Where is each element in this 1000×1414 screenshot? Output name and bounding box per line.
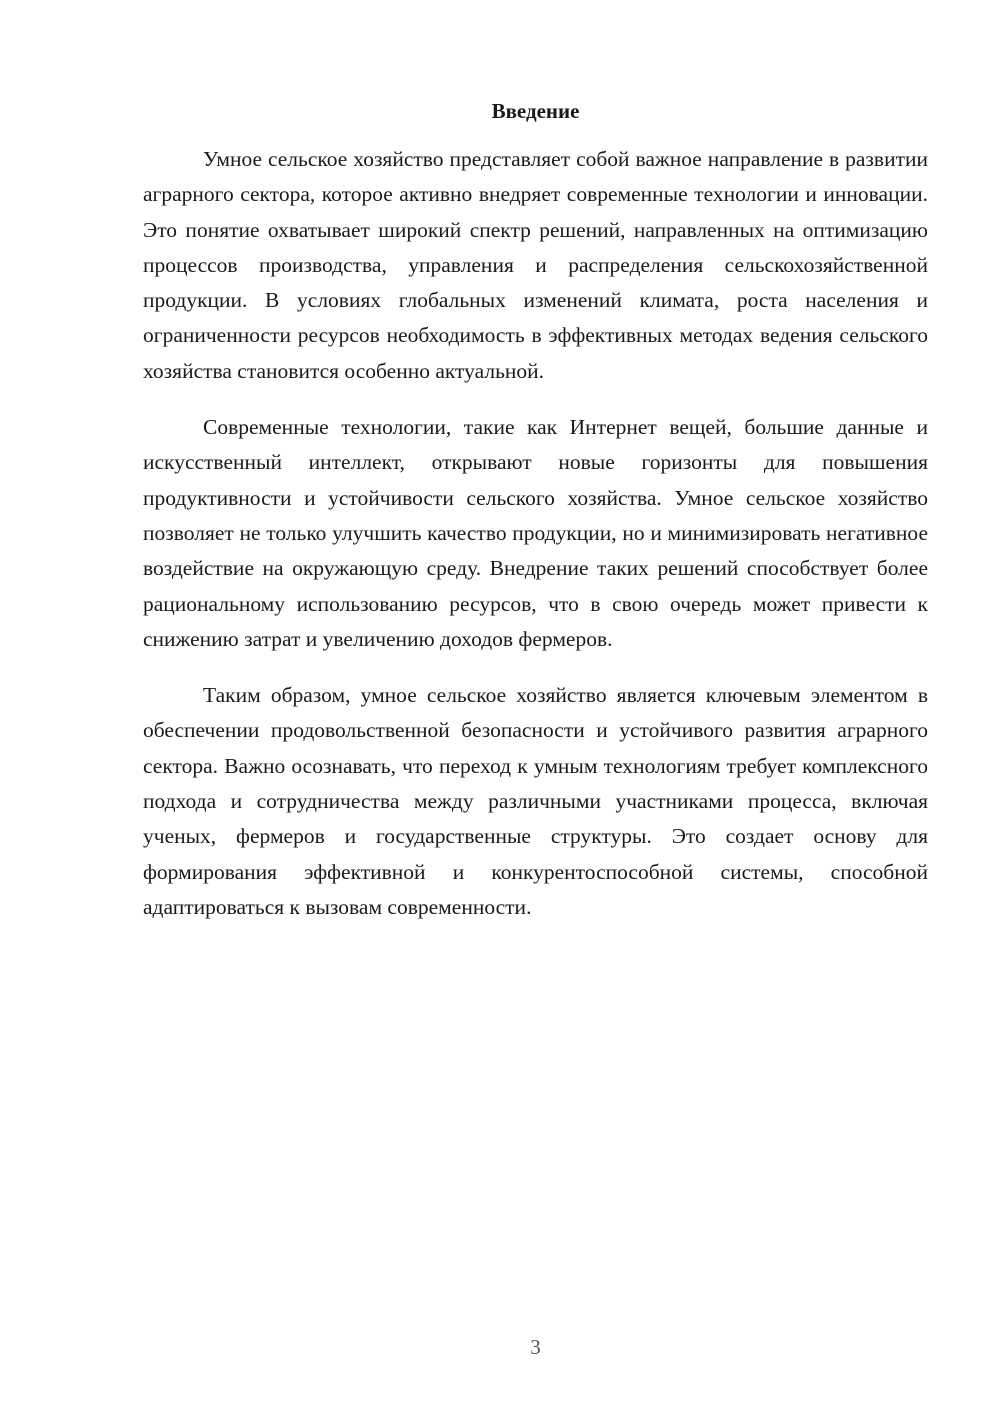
paragraph-2: Современные технологии, такие как Интернет вещей, большие данные и искусственный интеллект, открывают новые горизонты для повышения продуктивности и устойчивости сельского хозяйства. Умное сельское хозяйство позволяет не только улучшить качество продукции, но и минимизировать негативное воздействие на окружающую среду. Внедрение таких решений способствует более рациональному использованию ресурсов, что в свою очередь может привести к снижению затрат и увеличению доходов фермеров. <box>143 415 928 651</box>
document-body <box>143 142 928 946</box>
page-number: 3 <box>530 1335 541 1359</box>
paragraph-3: Таким образом, умное сельское хозяйство является ключевым элементом в обеспечении продовольственной безопасности и устойчивого развития аграрного сектора. Важно осознавать, что переход к умным технологиям требует комплексного подхода и сотрудничества между различными участниками процесса, включая ученых, фермеров и государственные структуры. Это создает основу для формирования эффективной и конкурентоспособной системы, способной адаптироваться к вызовам современности. <box>143 683 928 919</box>
paragraph-1: Умное сельское хозяйство представляет собой важное направление в развитии аграрного сектора, которое активно внедряет современные технологии и инновации. Это понятие охватывает широкий спектр решений, направленных на оптимизацию процессов производства, управления и распределения сельскохозяйственной продукции. В условиях глобальных изменений климата, роста населения и ограниченности ресурсов необходимость в эффективных методах ведения сельского хозяйства становится особенно актуальной. <box>143 147 928 383</box>
section-heading: Введение <box>491 99 580 123</box>
